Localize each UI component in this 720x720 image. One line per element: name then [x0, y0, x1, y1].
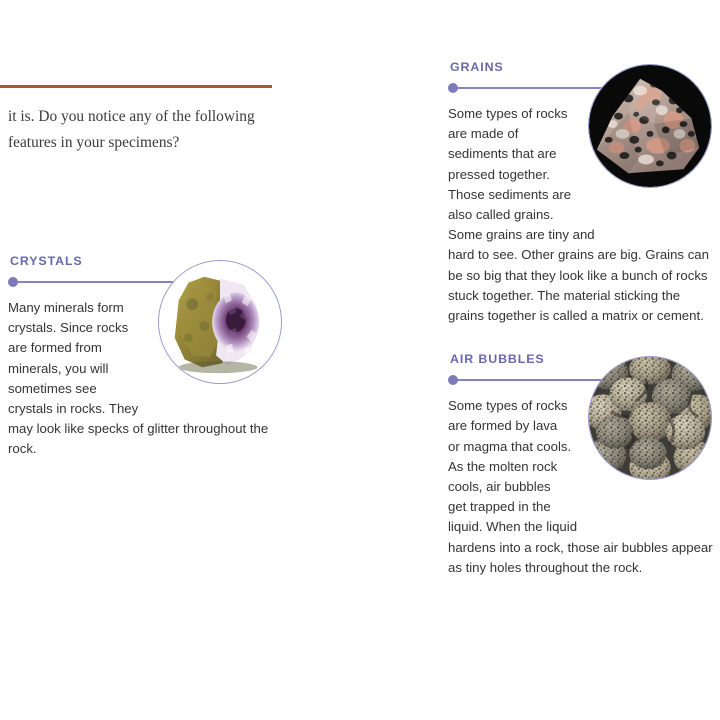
feature-block-crystals	[8, 254, 290, 460]
heading-air-bubbles: AIR BUBBLES	[450, 352, 545, 367]
body-text: Many minerals form crystals. Since rocks are formed from minerals, you will sometimes see crystals in rocks. They may look like specks of glitter throughout the rock.	[8, 300, 269, 457]
body-text: Some types of rocks are formed by lava or magma that cools. As the molten rock cools, air bubbles get trapped in the liquid. When the liquid hardens into a rock, those air bubbles appear as tiny holes throughout the rock.	[448, 398, 713, 575]
feature-block-grains	[448, 60, 714, 326]
connector-line	[452, 87, 612, 89]
heading-grains: GRAINS	[450, 60, 504, 74]
right-column	[448, 60, 714, 578]
feature-block-air-bubbles	[448, 352, 714, 578]
geode-crystal-photo	[158, 260, 282, 384]
left-column	[8, 104, 290, 460]
body-text: Some types of rocks are made of sediments that are pressed together. Those sediments are also called grains. Some grains are tiny and hard to see. Other grains are big. Grains can be so big that they look like a bunch of rocks stuck together. The material sticking the grains together is called a matrix or cement.	[448, 106, 709, 324]
granite-grains-photo	[588, 64, 712, 188]
connector-dot	[8, 277, 18, 287]
connector-dot	[448, 83, 458, 93]
connector-line	[452, 379, 612, 381]
intro-paragraph: it is. Do you notice any of the following features in your specimens?	[8, 108, 255, 151]
connector-dot	[448, 375, 458, 385]
top-divider-rule	[0, 85, 272, 88]
pumice-air-bubbles-photo	[588, 356, 712, 480]
heading-crystals: CRYSTALS	[10, 254, 83, 268]
